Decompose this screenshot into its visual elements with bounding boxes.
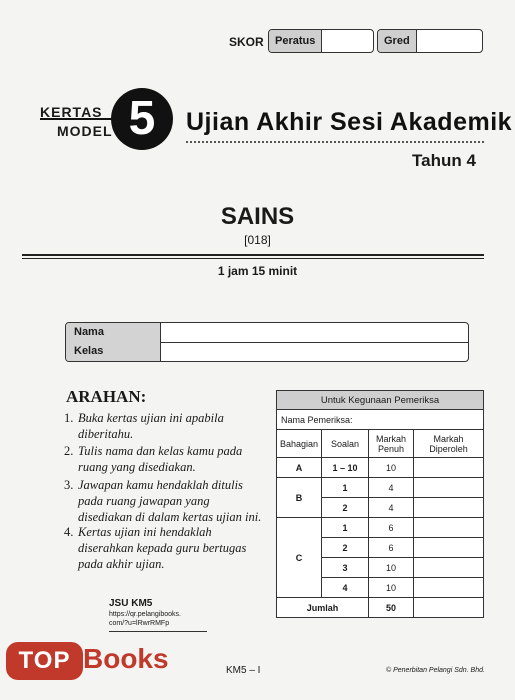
peratus-box [268,29,374,53]
table-row [277,410,484,430]
cell-bahagian: B [277,478,322,518]
student-info-box [65,322,469,362]
col-header-soalan: Soalan [322,430,369,458]
jsu-label: JSU KM5 [109,598,153,609]
cell-penuh: 4 [369,498,414,518]
gred-box [377,29,483,53]
cell-soalan: 2 [322,538,369,558]
instruction-item [64,477,264,525]
table-total-row [277,598,484,618]
cell-soalan: 2 [322,498,369,518]
instruction-text: Buka kertas ujian ini apabila diberitahu. [78,411,224,441]
col-header-bahagian: Bahagian [277,430,322,458]
gred-label: Gred [378,30,417,52]
kelas-field[interactable] [161,342,468,361]
instruction-text: Jawapan kamu hendaklah ditulis pada ruang jawapan yang disediakan di dalam kertas ujian ini. [78,478,262,524]
table-row [277,518,484,538]
instruction-text: Tulis nama dan kelas kamu pada ruang yang disediakan. [78,444,243,474]
total-diperoleh[interactable] [414,598,484,618]
table-header-row [277,430,484,458]
examiner-name-label: Nama Pemeriksa: [277,410,484,430]
table-row [277,391,484,410]
cell-soalan: 1 [322,478,369,498]
exam-duration: 1 jam 15 minit [217,264,298,278]
cell-penuh: 4 [369,478,414,498]
instructions-heading: ARAHAN: [66,387,147,406]
cell-diperoleh[interactable] [414,578,484,598]
cell-diperoleh[interactable] [414,558,484,578]
examiner-table [276,390,484,618]
cell-diperoleh[interactable] [414,478,484,498]
col-header-markah-diperoleh: Markah Diperoleh [414,430,484,458]
peratus-label: Peratus [269,30,322,52]
cell-penuh: 6 [369,518,414,538]
page-number: KM5 – I [226,665,261,676]
cell-soalan: 3 [322,558,369,578]
kelas-label: Kelas [66,342,161,361]
year-label: Tahun 4 [412,151,476,170]
nama-row [66,323,468,343]
cell-penuh: 10 [369,558,414,578]
model-label: MODEL [57,123,113,139]
table-title: Untuk Kegunaan Pemeriksa [277,391,484,410]
cell-diperoleh[interactable] [414,458,484,478]
cell-soalan: 4 [322,578,369,598]
cell-diperoleh[interactable] [414,518,484,538]
col-header-markah-penuh: Markah Penuh [369,430,414,458]
total-label: Jumlah [277,598,369,618]
topbooks-logo-top: TOP [6,642,83,680]
divider-thin [22,258,484,259]
instruction-number: 1. [64,411,74,425]
instruction-item [64,410,264,442]
kertas-label: KERTAS [40,104,103,120]
instruction-item [64,443,264,475]
publisher-credit: © Penerbitan Pelangi Sdn. Bhd. [386,667,485,674]
cell-diperoleh[interactable] [414,498,484,518]
cell-penuh: 6 [369,538,414,558]
instruction-text: Kertas ujian ini hendaklah diserahkan kepada guru bertugas pada akhir ujian. [78,525,247,571]
kelas-row [66,342,468,361]
topbooks-logo-books: Books [83,643,169,674]
table-row [277,458,484,478]
cell-soalan: 1 [322,518,369,538]
model-number-badge: 5 [111,88,173,150]
instruction-number: 4. [64,525,74,539]
total-value: 50 [369,598,414,618]
instruction-number: 3. [64,478,74,492]
cell-penuh: 10 [369,578,414,598]
nama-field[interactable] [161,323,468,342]
jsu-url-line1[interactable]: https://qr.pelangibooks. [109,611,181,618]
skor-label: SKOR [229,35,264,49]
exam-title: Ujian Akhir Sesi Akademik [186,108,513,136]
jsu-arrow-line [109,631,207,632]
instruction-item [64,524,264,572]
table-row [277,478,484,498]
cell-diperoleh[interactable] [414,538,484,558]
cell-penuh: 10 [369,458,414,478]
cell-soalan: 1 – 10 [322,458,369,478]
divider-thick [22,254,484,256]
title-dotted-rule [186,141,484,143]
cell-bahagian: C [277,518,322,598]
jsu-url-line2[interactable]: com/?u=lRwrRMFp [109,620,170,627]
subject-code: [018] [244,233,271,247]
nama-label: Nama [66,323,161,342]
subject-name: SAINS [220,203,295,230]
instruction-number: 2. [64,444,74,458]
cell-bahagian: A [277,458,322,478]
